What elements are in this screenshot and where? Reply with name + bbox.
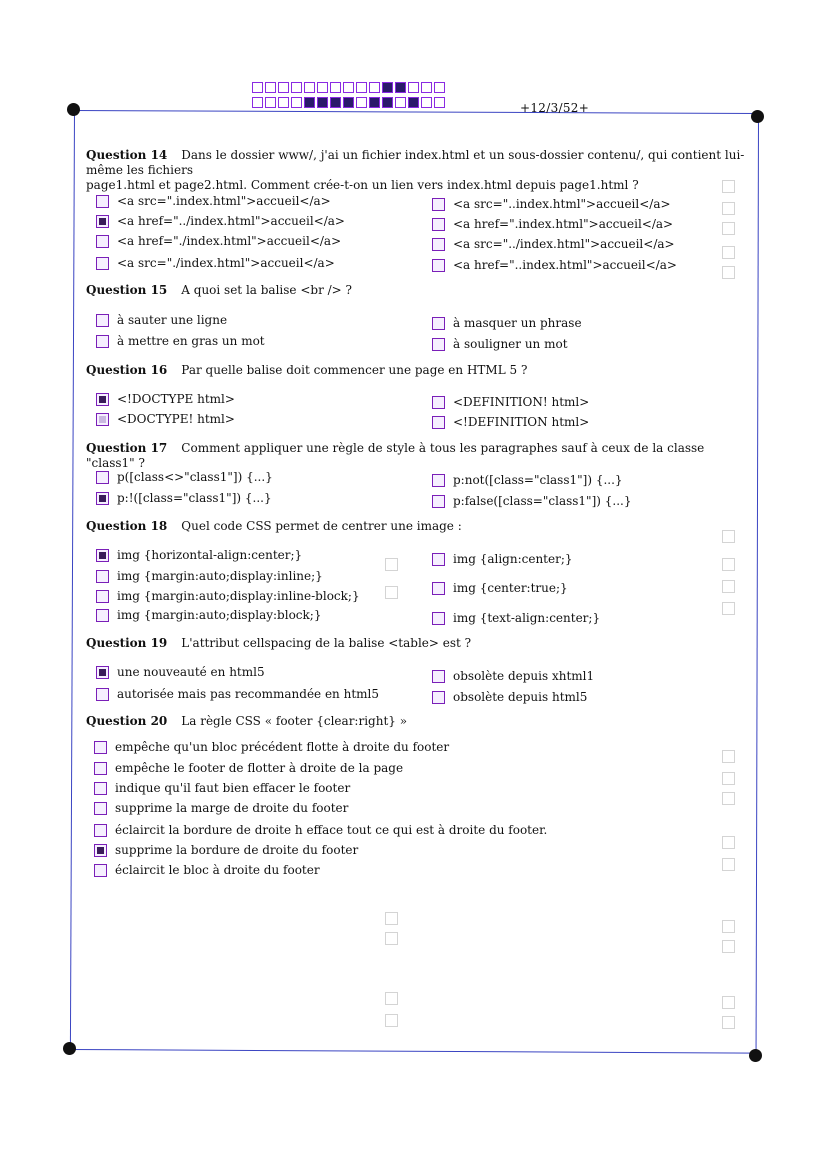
checkbox[interactable]: [94, 802, 107, 815]
option-label: p:!([class="class1"]) {...}: [117, 491, 272, 505]
q19-option-4[interactable]: [432, 690, 587, 704]
q20-option-2[interactable]: [94, 761, 403, 775]
option-label: <a src="..index.html">accueil</a>: [453, 197, 671, 211]
checkbox[interactable]: [96, 393, 109, 406]
checkbox[interactable]: [96, 609, 109, 622]
question-14-text-line2: page1.html et page2.html. Comment crée-t-on un lien vers index.html depuis page1.html ?: [86, 178, 639, 192]
option-label: img {horizontal-align:center;}: [117, 548, 303, 562]
question-14-label: Question 14: [86, 148, 168, 162]
q18-option-2[interactable]: [96, 569, 323, 583]
option-label: img {margin:auto;display:block;}: [117, 608, 322, 622]
question-14-text-line1: Dans le dossier www/, j'ai un fichier index.html et un sous-dossier contenu/, qui contient lui-même les fichiers: [86, 148, 745, 177]
option-label: img {margin:auto;display:inline-block;}: [117, 589, 360, 603]
option-label: autorisée mais pas recommandée en html5: [117, 687, 380, 701]
code-cell: [369, 97, 380, 108]
checkbox[interactable]: [96, 314, 109, 327]
checkbox[interactable]: [94, 824, 107, 837]
question-20-label: Question 20: [86, 714, 168, 728]
checkbox[interactable]: [96, 666, 109, 679]
ghost-box: [385, 1014, 398, 1027]
option-label: une nouveauté en html5: [117, 665, 265, 679]
code-cell: [408, 97, 419, 108]
checkbox[interactable]: [432, 553, 445, 566]
q15-option-1[interactable]: [96, 313, 227, 327]
binary-code-row-1: [252, 82, 445, 93]
option-label: <DEFINITION! html>: [453, 395, 590, 409]
q16-option-2[interactable]: [96, 412, 235, 426]
option-label: à masquer un phrase: [453, 316, 582, 330]
code-cell: [317, 97, 328, 108]
checkbox[interactable]: [432, 317, 445, 330]
option-label: p([class<>"class1"]) {...}: [117, 470, 273, 484]
checkbox[interactable]: [432, 582, 445, 595]
question-18-title: [86, 519, 756, 534]
option-label: img {align:center;}: [453, 552, 573, 566]
q19-option-1[interactable]: [96, 665, 265, 679]
code-cell: [434, 82, 445, 93]
checkbox[interactable]: [94, 864, 107, 877]
q20-option-4[interactable]: [94, 801, 348, 815]
ghost-box: [722, 580, 735, 593]
checkbox[interactable]: [432, 495, 445, 508]
checkbox[interactable]: [432, 338, 445, 351]
checkbox[interactable]: [94, 782, 107, 795]
checkbox[interactable]: [96, 215, 109, 228]
checkbox[interactable]: [432, 612, 445, 625]
question-14-title: [86, 148, 756, 193]
q14-option-5[interactable]: [432, 197, 671, 211]
ghost-box: [722, 222, 735, 235]
question-15-title: [86, 283, 756, 298]
checkbox[interactable]: [96, 549, 109, 562]
code-cell: [330, 82, 341, 93]
q15-option-3[interactable]: [432, 316, 582, 330]
frame-left-line: [70, 110, 75, 1049]
checkbox[interactable]: [432, 416, 445, 429]
ghost-box: [385, 586, 398, 599]
code-cell: [382, 82, 393, 93]
option-label: <a src="../index.html">accueil</a>: [453, 237, 675, 251]
option-label: indique qu'il faut bien effacer le footer: [115, 781, 351, 795]
question-15-label: Question 15: [86, 283, 168, 297]
code-cell: [291, 82, 302, 93]
q14-option-6[interactable]: [432, 217, 673, 231]
checkbox[interactable]: [94, 741, 107, 754]
question-17-label: Question 17: [86, 441, 168, 455]
checkbox[interactable]: [432, 396, 445, 409]
code-cell: [395, 97, 406, 108]
frame-top-line: [74, 110, 758, 114]
option-label: img {text-align:center;}: [453, 611, 601, 625]
checkbox[interactable]: [432, 474, 445, 487]
ghost-box: [722, 750, 735, 763]
corner-marker-top-left: [67, 103, 80, 116]
q18-option-6[interactable]: [432, 581, 568, 595]
question-17-text: Comment appliquer une règle de style à tous les paragraphes sauf à ceux de la classe "class1" ?: [86, 441, 705, 470]
q19-option-2[interactable]: [96, 687, 379, 701]
q18-option-3[interactable]: [96, 589, 360, 603]
ghost-box: [722, 996, 735, 1009]
code-cell: [317, 82, 328, 93]
q18-option-4[interactable]: [96, 608, 321, 622]
ghost-box: [722, 202, 735, 215]
ghost-box: [385, 932, 398, 945]
question-16-title: [86, 363, 756, 378]
option-label: supprime la bordure de droite du footer: [115, 843, 359, 857]
question-20-title: [86, 714, 756, 729]
option-label: <a href="../index.html">accueil</a>: [117, 214, 345, 228]
checkbox[interactable]: [432, 238, 445, 251]
checkbox[interactable]: [96, 590, 109, 603]
option-label: à sauter une ligne: [117, 313, 228, 327]
ghost-box: [385, 558, 398, 571]
question-16-label: Question 16: [86, 363, 168, 377]
code-cell: [252, 97, 263, 108]
question-17-title: [86, 441, 756, 471]
q20-option-3[interactable]: [94, 781, 350, 795]
ghost-box: [385, 912, 398, 925]
corner-marker-bottom-right: [749, 1049, 762, 1062]
option-label: obsolète depuis xhtml1: [453, 669, 595, 683]
code-cell: [395, 82, 406, 93]
option-label: <a href="..index.html">accueil</a>: [453, 258, 677, 272]
option-label: <a src=".index.html">accueil</a>: [117, 194, 331, 208]
checkbox[interactable]: [96, 235, 109, 248]
checkbox[interactable]: [96, 570, 109, 583]
code-cell: [291, 97, 302, 108]
checkbox[interactable]: [96, 492, 109, 505]
binary-code-row-2: [252, 97, 445, 108]
checkbox[interactable]: [432, 218, 445, 231]
option-label: p:false([class="class1"]) {...}: [453, 494, 632, 508]
code-cell: [278, 97, 289, 108]
checkbox[interactable]: [432, 670, 445, 683]
code-cell: [408, 82, 419, 93]
checkbox[interactable]: [432, 198, 445, 211]
q16-option-1[interactable]: [96, 392, 235, 406]
option-label: supprime la marge de droite du footer: [115, 801, 349, 815]
code-cell: [356, 82, 367, 93]
checkbox[interactable]: [94, 844, 107, 857]
checkbox[interactable]: [96, 688, 109, 701]
checkbox[interactable]: [96, 195, 109, 208]
q18-option-1[interactable]: [96, 548, 302, 562]
option-label: éclaircit la bordure de droite h efface tout ce qui est à droite du footer.: [115, 823, 548, 837]
question-20-text: La règle CSS « footer {clear:right} »: [181, 714, 408, 728]
option-label: <DOCTYPE! html>: [117, 412, 235, 426]
option-label: empêche qu'un bloc précédent flotte à droite du footer: [115, 740, 450, 754]
question-15-text: A quoi set la balise <br /> ?: [181, 283, 352, 297]
code-cell: [421, 97, 432, 108]
corner-marker-bottom-left: [63, 1042, 76, 1055]
ghost-box: [722, 940, 735, 953]
option-label: <a href="./index.html">accueil</a>: [117, 234, 342, 248]
q16-option-4[interactable]: [432, 415, 589, 429]
q20-option-7[interactable]: [94, 863, 320, 877]
q20-option-1[interactable]: [94, 740, 449, 754]
question-16-text: Par quelle balise doit commencer une page en HTML 5 ?: [181, 363, 528, 377]
q14-option-8[interactable]: [432, 258, 677, 272]
q14-option-2[interactable]: [96, 214, 345, 228]
option-label: à mettre en gras un mot: [117, 334, 265, 348]
ghost-box: [722, 1016, 735, 1029]
option-label: <!DOCTYPE html>: [117, 392, 235, 406]
q19-option-3[interactable]: [432, 669, 594, 683]
code-cell: [330, 97, 341, 108]
ghost-box: [722, 772, 735, 785]
frame-bottom-line: [70, 1049, 756, 1054]
q20-option-5[interactable]: [94, 823, 547, 837]
code-cell: [265, 82, 276, 93]
question-19-text: L'attribut cellspacing de la balise <table> est ?: [181, 636, 472, 650]
sheet-id: +12/3/52+: [520, 101, 590, 115]
q17-option-1[interactable]: [96, 470, 273, 484]
ghost-box: [722, 836, 735, 849]
ghost-box: [722, 266, 735, 279]
checkbox[interactable]: [96, 257, 109, 270]
ghost-box: [722, 602, 735, 615]
option-label: p:not([class="class1"]) {...}: [453, 473, 623, 487]
code-cell: [304, 82, 315, 93]
code-cell: [434, 97, 445, 108]
checkbox[interactable]: [432, 259, 445, 272]
checkbox[interactable]: [96, 471, 109, 484]
code-cell: [382, 97, 393, 108]
code-cell: [265, 97, 276, 108]
option-label: empêche le footer de flotter à droite de la page: [115, 761, 404, 775]
question-18-label: Question 18: [86, 519, 168, 533]
option-label: <!DEFINITION html>: [453, 415, 590, 429]
option-label: img {margin:auto;display:inline;}: [117, 569, 323, 583]
code-cell: [421, 82, 432, 93]
corner-marker-top-right: [751, 110, 764, 123]
checkbox[interactable]: [94, 762, 107, 775]
checkbox[interactable]: [96, 335, 109, 348]
option-label: obsolète depuis html5: [453, 690, 588, 704]
code-cell: [343, 82, 354, 93]
ghost-box: [722, 920, 735, 933]
code-cell: [343, 97, 354, 108]
q17-option-4[interactable]: [432, 494, 631, 508]
q14-option-3[interactable]: [96, 234, 341, 248]
ghost-box: [722, 558, 735, 571]
ghost-box: [722, 858, 735, 871]
code-cell: [304, 97, 315, 108]
question-18-text: Quel code CSS permet de centrer une image :: [181, 519, 462, 533]
frame-right-line: [756, 117, 759, 1056]
code-cell: [369, 82, 380, 93]
option-label: <a src="./index.html">accueil</a>: [117, 256, 335, 270]
checkbox[interactable]: [432, 691, 445, 704]
q14-option-4[interactable]: [96, 256, 335, 270]
option-label: <a href=".index.html">accueil</a>: [453, 217, 674, 231]
checkbox[interactable]: [96, 413, 109, 426]
code-cell: [252, 82, 263, 93]
question-19-label: Question 19: [86, 636, 168, 650]
q16-option-3[interactable]: [432, 395, 589, 409]
option-label: img {center:true;}: [453, 581, 568, 595]
q17-option-3[interactable]: [432, 473, 623, 487]
q14-option-1[interactable]: [96, 194, 331, 208]
q14-option-7[interactable]: [432, 237, 675, 251]
ghost-box: [722, 246, 735, 259]
code-cell: [278, 82, 289, 93]
q18-option-7[interactable]: [432, 611, 600, 625]
option-label: éclaircit le bloc à droite du footer: [115, 863, 320, 877]
question-19-title: [86, 636, 756, 651]
code-cell: [356, 97, 367, 108]
q18-option-5[interactable]: [432, 552, 573, 566]
q15-option-4[interactable]: [432, 337, 568, 351]
q15-option-2[interactable]: [96, 334, 265, 348]
ghost-box: [385, 992, 398, 1005]
option-label: à souligner un mot: [453, 337, 568, 351]
ghost-box: [722, 792, 735, 805]
q20-option-6[interactable]: [94, 843, 358, 857]
q17-option-2[interactable]: [96, 491, 272, 505]
